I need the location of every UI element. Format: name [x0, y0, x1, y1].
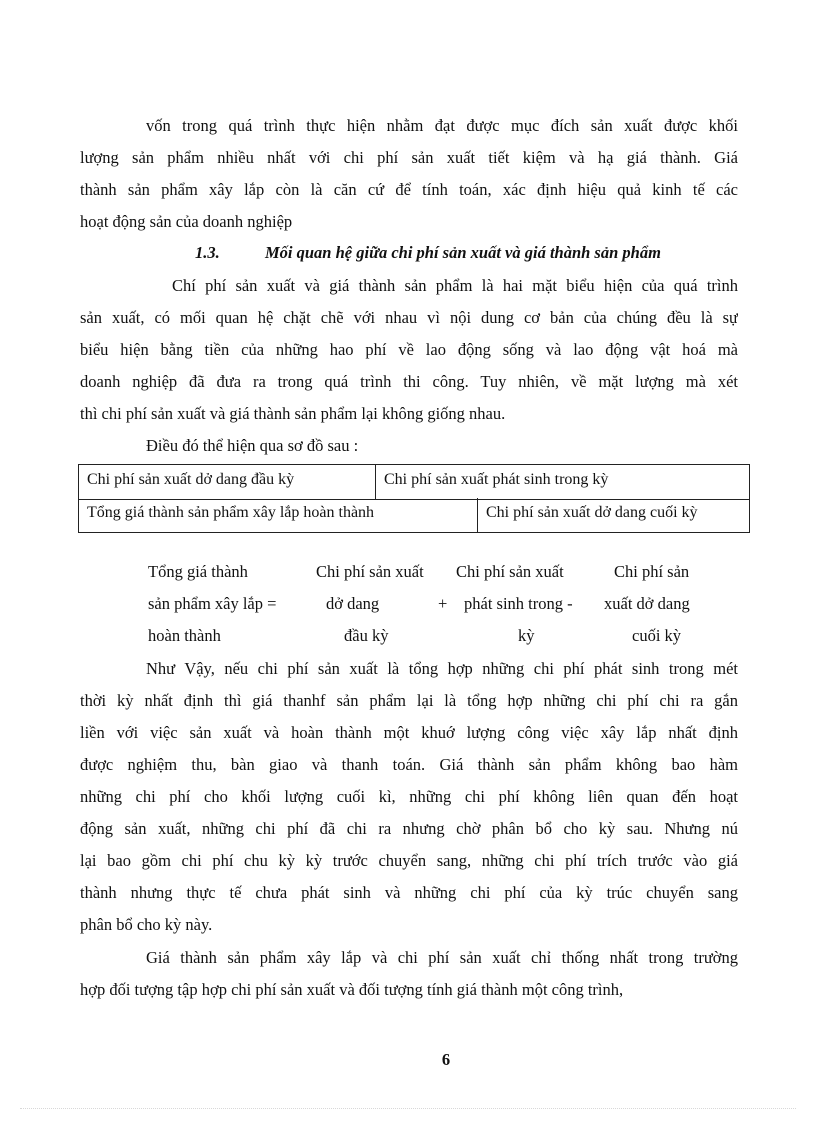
- text-line: thành sản phẩm xây lắp còn là căn cứ để tính toán, xác định hiệu quả kinh tế các: [80, 180, 738, 199]
- diagram-cell: Chi phí sản xuất dở dang cuối kỳ: [477, 498, 749, 532]
- formula-term: phát sinh trong -: [464, 594, 573, 613]
- formula-term: hoàn thành: [148, 626, 221, 645]
- text-line: được nghiệm thu, bàn giao và thanh toán. Giá thành sản phẩm không bao hàm: [80, 755, 738, 774]
- formula-term: cuối kỳ: [632, 626, 682, 645]
- diagram-cell: Tổng giá thành sản phẩm xây lắp hoàn thành: [87, 504, 375, 521]
- diagram-cell: Chi phí sản xuất phát sinh trong kỳ: [375, 465, 749, 499]
- text-line: vốn trong quá trình thực hiện nhằm đạt được mục đích sản xuất được khối: [146, 116, 738, 135]
- text-line: động sản xuất, những chi phí đã chi ra nhưng chờ phân bổ cho kỳ sau. Nhưng nú: [80, 819, 738, 838]
- diagram-cell: Chi phí sản xuất dở dang đầu kỳ: [87, 471, 295, 488]
- text-line: hợp đối tượng tập hợp chi phí sản xuất và đối tượng tính giá thành một công trình,: [80, 980, 624, 999]
- text-line: phân bổ cho kỳ này.: [80, 915, 213, 934]
- formula-term: kỳ: [518, 626, 535, 645]
- cost-formula: [148, 556, 748, 652]
- section-number: 1.3.: [195, 243, 220, 262]
- page-bottom-divider: [20, 1108, 796, 1109]
- formula-term: sản phẩm xây lắp =: [148, 594, 277, 613]
- formula-term: Tổng giá thành: [148, 562, 248, 581]
- text-line: Giá thành sản phẩm xây lắp và chi phí sản xuất chỉ thống nhất trong trường: [146, 948, 738, 967]
- cost-diagram: [78, 464, 750, 534]
- formula-term: đầu kỳ: [344, 626, 389, 645]
- section-heading: [195, 243, 661, 263]
- text-line: thời kỳ nhất định thì giá thanhf sản phẩm lại là tổng hợp những chi phí chi ra gắn: [80, 691, 738, 710]
- formula-term: Chi phí sản: [614, 562, 690, 581]
- section-title: Mối quan hệ giữa chi phí sản xuất và giá thành sản phẩm: [265, 243, 661, 262]
- text-line: doanh nghiệp đã đưa ra trong quá trình thi công. Tuy nhiên, về mặt lượng mà xét: [80, 372, 738, 391]
- diagram-intro: Điều đó thể hiện qua sơ đồ sau :: [146, 436, 359, 455]
- text-line: lượng sản phẩm nhiều nhất với chi phí sản xuất tiết kiệm và hạ giá thành. Giá: [80, 148, 738, 167]
- text-line: hoạt động sản của doanh nghiệp: [80, 212, 293, 231]
- paragraph-unification: [80, 942, 738, 1006]
- text-line: lại bao gồm chi phí chu kỳ kỳ trước chuyển sang, những chi phí trích trước vào giá: [80, 851, 738, 870]
- text-line: biểu hiện bằng tiền của những hao phí về lao động sống và lao động vật hoá mà: [80, 340, 738, 359]
- intro-paragraph: [80, 110, 738, 238]
- formula-plus: +: [438, 594, 448, 613]
- text-line: thì chi phí sản xuất và giá thành sản phẩm lại không giống nhau.: [80, 404, 506, 423]
- formula-term: xuất dở dang: [604, 594, 690, 613]
- diagram-row-top: [78, 464, 750, 500]
- text-line: thành nhưng thực tế chưa phát sinh và những chi phí của kỳ trúc chuyển sang: [80, 883, 738, 902]
- text-line: sản xuất, có mối quan hệ chặt chẽ với nhau vì nội dung cơ bản của chúng đều là sự: [80, 308, 738, 327]
- page-number: 6: [441, 1050, 451, 1069]
- paragraph-relationship: [80, 270, 738, 462]
- paragraph-comparison: [80, 653, 738, 941]
- text-line: liền với việc sản xuất và hoàn thành một khuớ lượng công việc xây lắp nhất định: [80, 723, 738, 742]
- formula-term: Chi phí sản xuất: [456, 562, 564, 581]
- diagram-row-bottom: [78, 498, 750, 533]
- text-line: Chí phí sản xuất và giá thành sản phẩm là hai mặt biểu hiện của quá trình: [172, 276, 738, 295]
- text-line: Như Vậy, nếu chi phí sản xuất là tổng hợp những chi phí phát sinh trong mét: [146, 659, 738, 678]
- formula-term: Chi phí sản xuất: [316, 562, 424, 581]
- text-line: những chi phí cho khối lượng cuối kì, những chi phí không liên quan đến hoạt: [80, 787, 738, 806]
- formula-term: dở dang: [326, 594, 380, 613]
